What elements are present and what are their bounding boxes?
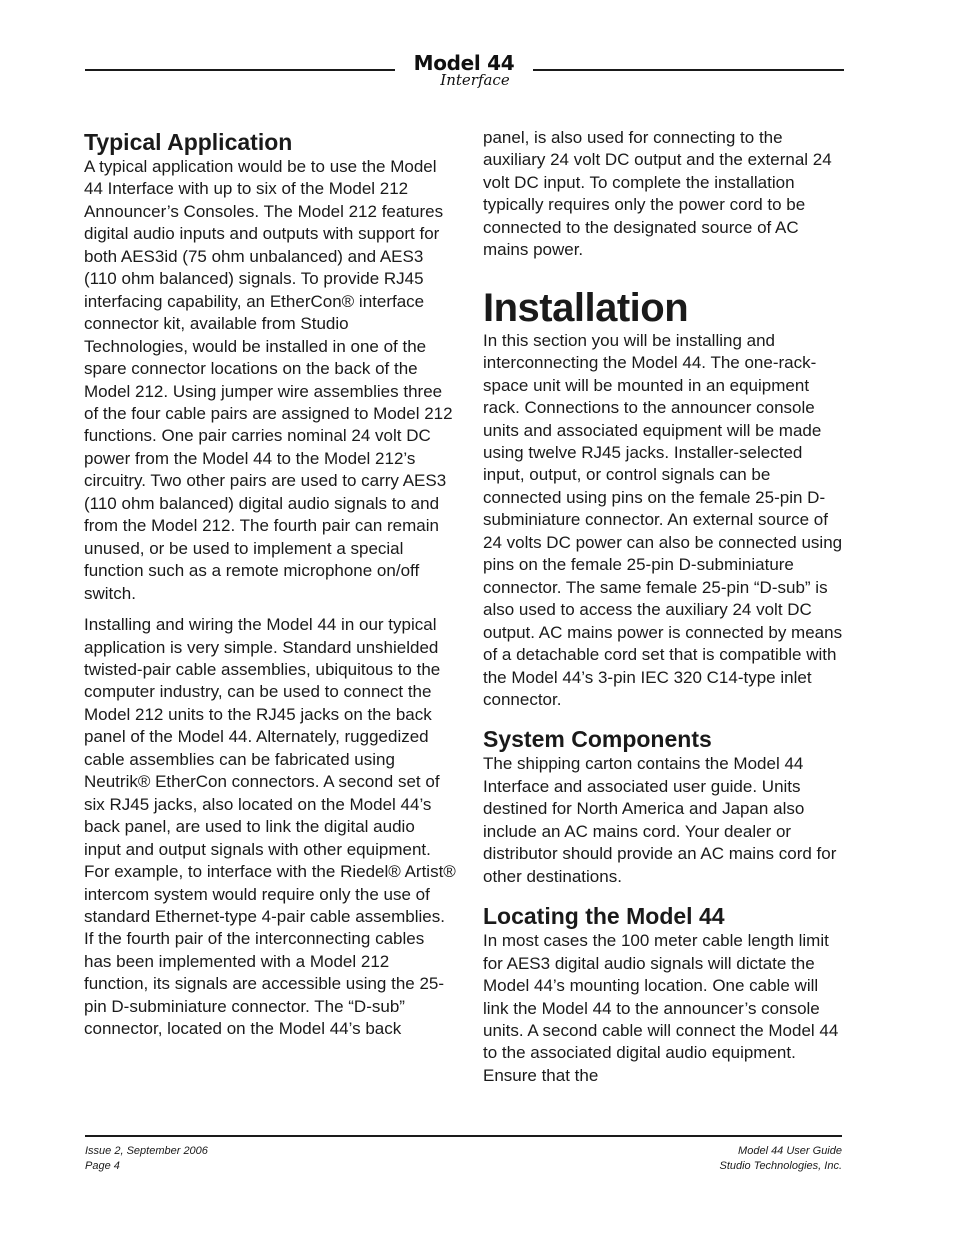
header-logo xyxy=(395,52,533,88)
system-components-heading: System Components xyxy=(483,726,712,753)
typical-application-heading: Typical Application xyxy=(84,129,293,155)
header-model-name: Model 44 xyxy=(413,51,515,75)
footer-rule xyxy=(85,1135,842,1137)
footer-guide-title: Model 44 User Guide xyxy=(738,1145,842,1157)
system-components-paragraph: The shipping carton contains the Model 44 Interface and associated user guide. Units destined for North America and Japan also include an AC mains cord. Your dealer or distributor should provide an AC mains cord for other destinations. xyxy=(483,754,837,886)
typical-application-paragraph-1: A typical application would be to use the Model 44 Interface with up to six of the Model 212 Announcer’s Consoles. The Model 212 features digital audio inputs and outputs with support for both AES3id (75 ohm unbalanced) and AES3 (110 ohm balanced) signals. To provide RJ45 interfacing capability, an EtherCon® interface connector kit, available from Studio Technologies, would be installed in one of the spare connector locations on the back of the Model 212. Using jumper wire assemblies three of the four cable pairs are assigned to Model 212 functions. One pair carries nominal 24 volt DC power from the Model 44 to the Model 212’s circuitry. Two other pairs are used to carry AES3 (110 ohm balanced) digital audio signals to and from the Model 212. The fourth pair can remain unused, or be used to implement a special function such as a remote microphone on/off switch. xyxy=(84,157,453,603)
header-rule-right xyxy=(533,69,844,71)
footer-issue: Issue 2, September 2006 xyxy=(85,1145,208,1157)
locating-paragraph: In most cases the 100 meter cable length limit for AES3 digital audio signals will dictate the Model 44’s mounting location. One cable will link the Model 44 to the announcer’s console units. A second cable will connect the Model 44 to the associated digital audio equipment. Ensure that the xyxy=(483,931,839,1085)
installation-heading: Installation xyxy=(483,285,689,330)
typical-application-paragraph-2: Installing and wiring the Model 44 in our typical application is very simple. Standard unshielded twisted-pair cable assemblies, ubiquitous to the computer industry, can be used to connect the Model 212 units to the RJ45 jacks on the back panel of the Model 44. Alternately, ruggedized cable assemblies can be fabricated using Neutrik® EtherCon connectors. A second set of six RJ45 jacks, also located on the Model 44’s back panel, are used to link the digital audio input and output signals with other equipment. For example, to interface with the Riedel® Artist® intercom system would require only the use of standard Ethernet-type 4-pair cable assemblies. If the fourth pair of the interconnecting cables has been implemented with a Model 212 function, its signals are accessible using the 25-pin D-subminiature connector. The “D-sub” connector, located on the Model 44’s back xyxy=(84,615,456,1039)
footer-page-number: Page 4 xyxy=(85,1160,120,1172)
continuation-paragraph: panel, is also used for connecting to the auxiliary 24 volt DC output and the external 24 volt DC input. To complete the installation typically requires only the power cord to be connected to the designated source of AC mains power. xyxy=(483,128,832,260)
header-rule-left xyxy=(85,69,395,71)
installation-paragraph: In this section you will be installing and interconnecting the Model 44. The one-rack-space unit will be mounted in an equipment rack. Connections to the announcer console units and associated equipment will be made using twelve RJ45 jacks. Installer-selected input, output, or control signals can be connected using pins on the female 25-pin D-subminiature connector. An external source of 24 volts DC power can also be connected using pins on the female 25-pin D-subminiature connector. The same female 25-pin “D-sub” is also used to access the auxiliary 24 volt DC output. AC mains power is connected by means of a detachable cord set that is compatible with the Model 44’s 3-pin IEC 320 C14-type inlet connector. xyxy=(483,330,843,709)
left-column xyxy=(84,128,456,1041)
right-column xyxy=(483,127,845,1087)
footer-right xyxy=(719,1144,842,1174)
footer-left xyxy=(85,1144,208,1174)
locating-heading: Locating the Model 44 xyxy=(483,903,725,930)
footer-company: Studio Technologies, Inc. xyxy=(719,1160,842,1172)
header-subtitle: Interface xyxy=(440,71,510,89)
